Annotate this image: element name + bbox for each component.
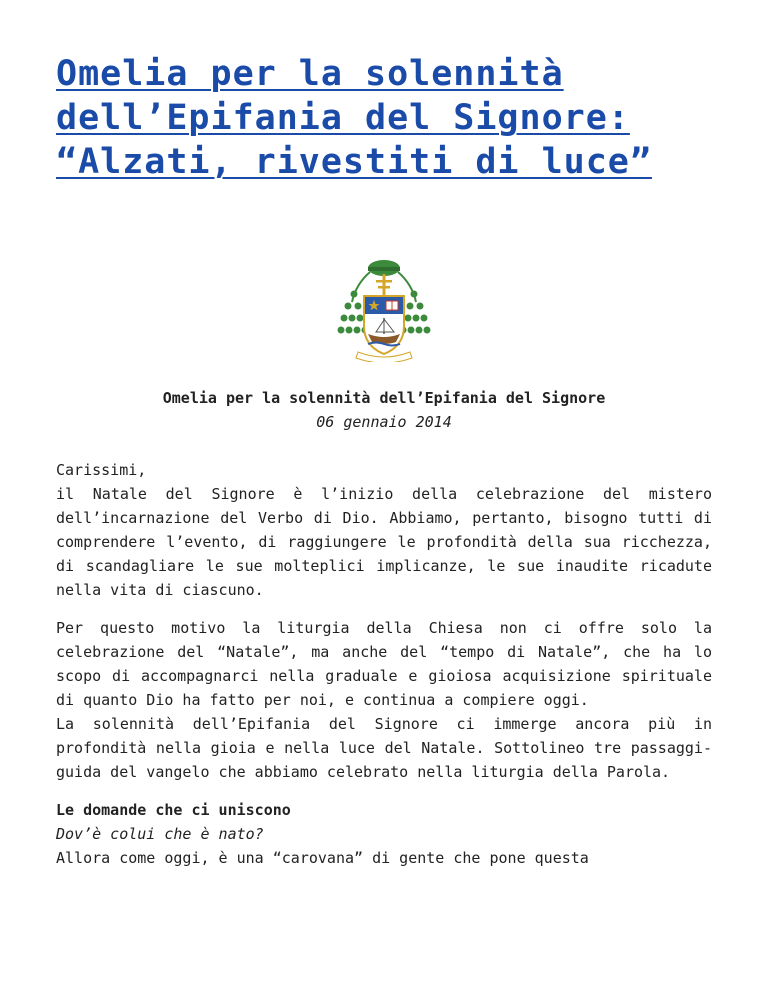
homily-date: 06 gennaio 2014 [316,413,452,431]
homily-subtitle: Omelia per la solennità dell’Epifania del Signore [162,389,606,407]
paragraph-2 [56,616,712,784]
section-questions [56,798,712,870]
article [56,52,712,884]
salutation: Carissimi, [56,461,147,479]
paragraph-2-text: Per questo motivo la liturgia della Chiesa non ci offre solo la celebrazione del “Natale”, ma anche del “tempo di Natale”, che ha lo scopo di accompagnarci nella graduale e gioiosa acquisizione spirituale di quanto Dio ha fatto per noi, e continua a compiere oggi. [56,619,712,709]
title-line-1: Omelia per la solennità [56,54,564,94]
page-title [56,52,712,184]
title-link[interactable] [56,54,652,182]
title-line-2: dell’Epifania del Signore: [56,98,630,138]
title-line-3: “Alzati, rivestiti di luce” [56,142,652,182]
section-heading: Le domande che ci uniscono [56,801,291,819]
homily-header [56,386,712,434]
paragraph-1 [56,458,712,602]
coat-of-arms-icon [334,254,434,362]
section-text: Allora come oggi, è una “carovana” di gente che pone questa [56,849,589,867]
paragraph-1-text: il Natale del Signore è l’inizio della celebrazione del mistero dell’incarnazione del Verbo di Dio. Abbiamo, pertanto, bisogno tutti di comprendere l’evento, di raggiungere le profondità della sua ricchezza, di scandagliare le sue molteplici implicanze, le sue inaudite ricadute nella vita di ciascuno. [56,485,712,599]
paragraph-3-text: La solennità dell’Epifania del Signore ci immerge ancora più in profondità nella gioia e nella luce del Natale. Sottolineo tre passaggi-guida del vangelo che abbiamo celebrato nella liturgia della Parola. [56,715,712,781]
section-quote: Dov’è colui che è nato? [56,825,264,843]
coat-of-arms [56,254,712,362]
